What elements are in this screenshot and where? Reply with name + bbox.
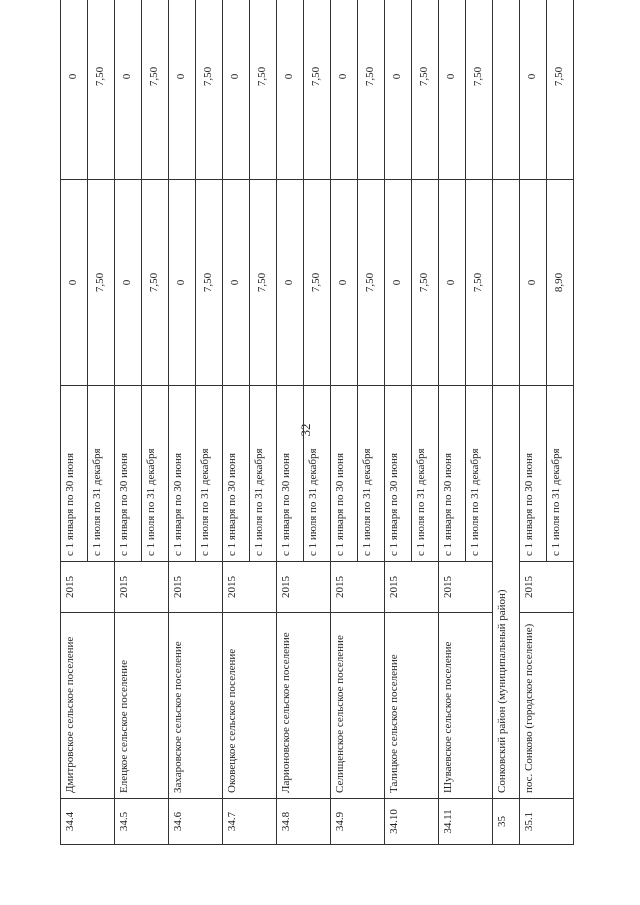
row-number: 34.9: [331, 799, 385, 845]
row-number: 34.4: [61, 799, 115, 845]
value-cell: 7,50: [250, 180, 277, 386]
value-cell: 7,50: [412, 180, 439, 386]
value-cell: 7,50: [88, 0, 115, 180]
value-cell: 0: [277, 180, 304, 386]
value-cell: 0: [277, 0, 304, 180]
value-cell: 0: [223, 180, 250, 386]
period-cell: с 1 июля по 31 декабря: [304, 386, 331, 562]
value-cell: 7,50: [466, 0, 493, 180]
value-cell: 0: [385, 180, 412, 386]
year-cell: 2015: [520, 562, 574, 613]
value-cell: 8,90: [547, 180, 574, 386]
period-cell: с 1 июля по 31 декабря: [466, 386, 493, 562]
page-number: 32: [298, 423, 313, 437]
value-cell: 0: [331, 180, 358, 386]
tariff-table: [60, 0, 574, 845]
empty-cell: [493, 180, 520, 386]
value-cell: 7,50: [412, 0, 439, 180]
value-cell: 0: [169, 180, 196, 386]
period-cell: с 1 января по 30 июня: [385, 386, 412, 562]
settlement-name: Талицкое сельское поселение: [385, 613, 439, 799]
period-cell: с 1 января по 30 июня: [520, 386, 547, 562]
table-row: [169, 0, 196, 845]
year-cell: 2015: [115, 562, 169, 613]
row-number: 34.6: [169, 799, 223, 845]
value-cell: 7,50: [466, 180, 493, 386]
section-row: [493, 0, 520, 845]
period-cell: с 1 июля по 31 декабря: [547, 386, 574, 562]
value-cell: 7,50: [250, 0, 277, 180]
table-row: [277, 0, 304, 845]
table-row: [223, 0, 250, 845]
settlement-name: пос. Сонково (городское поселение): [520, 613, 574, 799]
value-cell: 7,50: [88, 180, 115, 386]
table-row: [61, 0, 88, 845]
period-cell: с 1 июля по 31 декабря: [142, 386, 169, 562]
value-cell: 7,50: [547, 0, 574, 180]
value-cell: 7,50: [142, 180, 169, 386]
period-cell: с 1 января по 30 июня: [61, 386, 88, 562]
value-cell: 7,50: [142, 0, 169, 180]
year-cell: 2015: [277, 562, 331, 613]
period-cell: с 1 июля по 31 декабря: [88, 386, 115, 562]
settlement-name: Дмитровское сельское поселение: [61, 613, 115, 799]
value-cell: 0: [169, 0, 196, 180]
period-cell: с 1 января по 30 июня: [223, 386, 250, 562]
settlement-name: Елецкое сельское поселение: [115, 613, 169, 799]
value-cell: 7,50: [196, 0, 223, 180]
row-number: 34.5: [115, 799, 169, 845]
section-number: 35: [493, 799, 520, 845]
value-cell: 0: [61, 0, 88, 180]
row-number: 34.10: [385, 799, 439, 845]
value-cell: 7,50: [304, 0, 331, 180]
value-cell: 0: [439, 180, 466, 386]
period-cell: с 1 января по 30 июня: [277, 386, 304, 562]
settlement-name: Ларионовское сельское поселение: [277, 613, 331, 799]
year-cell: 2015: [169, 562, 223, 613]
period-cell: с 1 января по 30 июня: [439, 386, 466, 562]
value-cell: 0: [331, 0, 358, 180]
value-cell: 0: [385, 0, 412, 180]
settlement-name: Захаровское сельское поселение: [169, 613, 223, 799]
settlement-name: Шуваевское сельское поселение: [439, 613, 493, 799]
period-cell: с 1 января по 30 июня: [331, 386, 358, 562]
table-body: [61, 0, 574, 845]
settlement-name: Оковецкое сельское поселение: [223, 613, 277, 799]
table-row: [331, 0, 358, 845]
table-row: [439, 0, 466, 845]
value-cell: 0: [115, 180, 142, 386]
value-cell: 0: [61, 180, 88, 386]
year-cell: 2015: [61, 562, 115, 613]
period-cell: с 1 июля по 31 декабря: [358, 386, 385, 562]
row-number: 35.1: [520, 799, 574, 845]
value-cell: 7,50: [304, 180, 331, 386]
value-cell: 7,50: [358, 0, 385, 180]
value-cell: 0: [520, 0, 547, 180]
table-row: [385, 0, 412, 845]
value-cell: 0: [223, 0, 250, 180]
row-number: 34.11: [439, 799, 493, 845]
period-cell: с 1 июля по 31 декабря: [412, 386, 439, 562]
row-number: 34.7: [223, 799, 277, 845]
table-row: [115, 0, 142, 845]
value-cell: 0: [115, 0, 142, 180]
value-cell: 0: [439, 0, 466, 180]
year-cell: 2015: [439, 562, 493, 613]
period-cell: с 1 января по 30 июня: [169, 386, 196, 562]
value-cell: 7,50: [196, 180, 223, 386]
period-cell: с 1 июля по 31 декабря: [250, 386, 277, 562]
value-cell: 0: [520, 180, 547, 386]
period-cell: с 1 января по 30 июня: [115, 386, 142, 562]
year-cell: 2015: [385, 562, 439, 613]
period-cell: с 1 июля по 31 декабря: [196, 386, 223, 562]
year-cell: 2015: [223, 562, 277, 613]
table-row: [520, 0, 547, 845]
empty-cell: [493, 0, 520, 180]
section-title: Сонковский район (муниципальный район): [493, 386, 520, 799]
row-number: 34.8: [277, 799, 331, 845]
settlement-name: Селищенское сельское поселение: [331, 613, 385, 799]
value-cell: 7,50: [358, 180, 385, 386]
year-cell: 2015: [331, 562, 385, 613]
